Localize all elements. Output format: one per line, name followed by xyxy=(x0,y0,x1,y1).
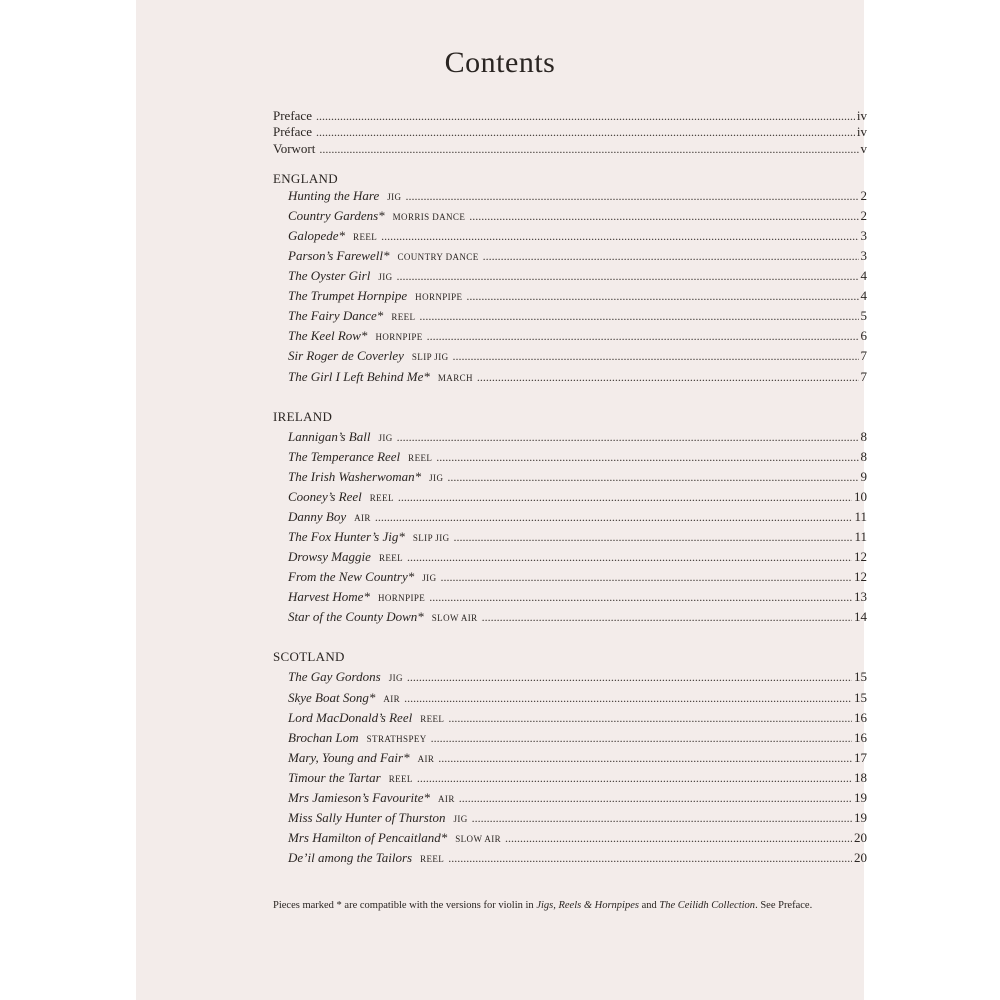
dot-leader xyxy=(469,208,858,224)
dot-leader xyxy=(405,188,858,204)
dot-leader xyxy=(448,710,852,726)
entry-title: Mary, Young and Fair* xyxy=(288,750,410,765)
dot-leader xyxy=(438,750,852,766)
toc-entry xyxy=(288,850,867,867)
entry-title: Danny Boy xyxy=(288,509,347,524)
entry-page: 6 xyxy=(860,328,867,343)
entry-page: 10 xyxy=(854,489,867,504)
entry-title: The Gay Gordons xyxy=(288,669,381,684)
dot-leader xyxy=(316,124,855,140)
page-title: Contents xyxy=(444,46,556,79)
entry-page: 20 xyxy=(854,850,867,865)
dot-leader xyxy=(431,730,852,746)
entry-genre: STRATHSPEY xyxy=(366,734,427,744)
toc-entry xyxy=(288,730,867,747)
dot-leader xyxy=(436,449,858,465)
entry-title: Country Gardens* xyxy=(288,208,385,223)
toc-front-entry xyxy=(273,141,867,157)
dot-leader xyxy=(381,228,858,244)
entry-genre: JIG xyxy=(429,473,444,483)
toc-entry xyxy=(288,589,867,606)
toc-entry xyxy=(288,810,867,827)
entry-title: The Trumpet Hornpipe xyxy=(288,288,408,303)
entry-genre: REEL xyxy=(420,714,445,724)
toc-entry xyxy=(288,288,867,305)
entry-title: The Fairy Dance* xyxy=(288,308,384,323)
entry-genre: JIG xyxy=(378,433,393,443)
entry-page: 16 xyxy=(854,710,867,725)
toc-entry xyxy=(288,529,867,546)
entry-title: Cooney’s Reel xyxy=(288,489,362,504)
entry-genre: SLOW AIR xyxy=(455,834,502,844)
entry-page: 8 xyxy=(860,449,867,464)
entry-genre: REEL xyxy=(408,453,433,463)
toc-front-entry xyxy=(273,108,867,124)
toc-entry xyxy=(288,770,867,787)
entry-title: De’il among the Tailors xyxy=(288,850,413,865)
entry-page: iv xyxy=(856,108,867,123)
dot-leader xyxy=(419,308,858,324)
dot-leader xyxy=(316,108,855,124)
entry-title: Lannigan’s Ball xyxy=(288,429,371,444)
entry-page: 2 xyxy=(860,208,867,223)
toc-entry xyxy=(288,609,867,626)
dot-leader xyxy=(482,609,852,625)
entry-title: Preface xyxy=(273,108,312,123)
entry-title: Galopede* xyxy=(288,228,346,243)
entry-genre: HORNPIPE xyxy=(377,593,426,603)
entry-genre: JIG xyxy=(388,673,403,683)
footnote-text: and xyxy=(638,900,660,911)
entry-page: 3 xyxy=(860,228,867,243)
toc-front-entry xyxy=(273,124,867,140)
entry-page: 19 xyxy=(854,810,867,825)
entry-page: 8 xyxy=(860,429,867,444)
entry-title: The Keel Row* xyxy=(288,328,368,343)
entry-page: 13 xyxy=(854,589,867,604)
dot-leader xyxy=(375,509,853,525)
entry-title: Star of the County Down* xyxy=(288,609,424,624)
entry-title: Timour the Tartar xyxy=(288,770,381,785)
section-heading-ireland: IRELAND xyxy=(273,409,333,424)
footnote-book-title: The Ceilidh Collection xyxy=(659,900,756,911)
dot-leader xyxy=(440,569,852,585)
toc-entry xyxy=(288,569,867,586)
toc-entry xyxy=(288,509,867,526)
toc-entry xyxy=(288,489,867,506)
dot-leader xyxy=(448,850,852,866)
entry-genre: JIG xyxy=(422,573,437,583)
dot-leader xyxy=(319,141,858,157)
entry-genre: JIG xyxy=(387,192,402,202)
entry-page: iv xyxy=(856,124,867,139)
toc-entry xyxy=(288,669,867,686)
entry-page: 4 xyxy=(860,268,867,283)
footnote-text: . See Preface. xyxy=(755,900,813,911)
dot-leader xyxy=(477,369,859,385)
toc-entry xyxy=(288,710,867,727)
dot-leader xyxy=(453,348,859,364)
entry-title: Préface xyxy=(273,124,312,139)
dot-leader xyxy=(397,429,859,445)
entry-genre: HORNPIPE xyxy=(415,292,463,302)
dot-leader xyxy=(454,529,853,545)
entry-genre: REEL xyxy=(388,774,413,784)
entry-page: 18 xyxy=(854,770,867,785)
dot-leader xyxy=(466,288,858,304)
entry-genre: REEL xyxy=(369,493,394,503)
entry-page: 7 xyxy=(860,369,867,384)
entry-page: 16 xyxy=(854,730,867,745)
entry-page: 11 xyxy=(854,509,867,524)
entry-page: 3 xyxy=(860,248,867,263)
dot-leader xyxy=(407,669,852,685)
entry-page: 7 xyxy=(860,348,867,363)
entry-title: The Temperance Reel xyxy=(288,449,401,464)
toc-entry xyxy=(288,348,867,365)
entry-page: 20 xyxy=(854,830,867,845)
dot-leader xyxy=(398,489,852,505)
dot-leader xyxy=(429,589,852,605)
entry-title: The Oyster Girl xyxy=(288,268,371,283)
entry-genre: REEL xyxy=(378,553,404,563)
entry-title: The Girl I Left Behind Me* xyxy=(288,369,430,384)
entry-title: Harvest Home* xyxy=(288,589,370,604)
entry-genre: REEL xyxy=(353,232,378,242)
toc-entry xyxy=(288,188,867,205)
entry-genre: JIG xyxy=(378,272,393,282)
entry-genre: SLIP JIG xyxy=(411,352,449,362)
entry-page: 5 xyxy=(860,308,867,323)
toc-entry xyxy=(288,248,867,265)
entry-page: v xyxy=(860,141,867,156)
entry-genre: AIR xyxy=(417,754,435,764)
entry-genre: SLIP JIG xyxy=(412,533,450,543)
entry-title: Skye Boat Song* xyxy=(288,690,376,705)
dot-leader xyxy=(472,810,852,826)
toc-entry xyxy=(288,690,867,707)
entry-title: Miss Sally Hunter of Thurston xyxy=(288,810,446,825)
entry-page: 15 xyxy=(854,690,867,705)
dot-leader xyxy=(397,268,859,284)
toc-entry xyxy=(288,208,867,225)
entry-title: Mrs Jamieson’s Favourite* xyxy=(288,790,431,805)
dot-leader xyxy=(483,248,859,264)
entry-title: Mrs Hamilton of Pencaitland* xyxy=(288,830,448,845)
entry-page: 11 xyxy=(854,529,867,544)
toc-entry xyxy=(288,549,867,566)
entry-title: From the New Country* xyxy=(288,569,415,584)
toc-entry xyxy=(288,369,867,386)
entry-genre: COUNTRY DANCE xyxy=(397,252,479,262)
dot-leader xyxy=(459,790,852,806)
entry-page: 2 xyxy=(860,188,867,203)
entry-page: 9 xyxy=(860,469,867,484)
dot-leader xyxy=(505,830,852,846)
entry-genre: REEL xyxy=(420,854,445,864)
document-page xyxy=(136,0,867,1000)
entry-title: Vorwort xyxy=(273,141,316,156)
entry-page: 19 xyxy=(854,790,867,805)
entry-genre: REEL xyxy=(391,312,416,322)
section-heading-england: ENGLAND xyxy=(273,171,338,186)
footnote xyxy=(273,898,873,913)
entry-genre: AIR xyxy=(354,513,371,523)
dot-leader xyxy=(407,549,852,565)
toc-entry xyxy=(288,429,867,446)
entry-title: The Fox Hunter’s Jig* xyxy=(288,529,405,544)
entry-page: 12 xyxy=(854,569,867,584)
entry-title: Brochan Lom xyxy=(288,730,359,745)
dot-leader xyxy=(417,770,852,786)
footnote-book-title: Jigs, Reels & Hornpipes xyxy=(536,900,639,911)
entry-genre: HORNPIPE xyxy=(375,332,423,342)
toc-entry xyxy=(288,750,867,767)
dot-leader xyxy=(404,690,852,706)
entry-genre: JIG xyxy=(453,814,468,824)
entry-title: Lord MacDonald’s Reel xyxy=(288,710,413,725)
entry-page: 4 xyxy=(860,288,867,303)
entry-page: 12 xyxy=(854,549,867,564)
toc-entry xyxy=(288,469,867,486)
dot-leader xyxy=(427,328,859,344)
entry-title: Hunting the Hare xyxy=(288,188,380,203)
entry-genre: SLOW AIR xyxy=(431,613,478,623)
footnote-text: Pieces marked * are compatible with the versions for violin in xyxy=(273,900,537,911)
toc-entry xyxy=(288,228,867,245)
entry-title: Drowsy Maggie xyxy=(288,549,371,564)
entry-page: 17 xyxy=(854,750,867,765)
dot-leader xyxy=(447,469,858,485)
toc-entry xyxy=(288,308,867,325)
toc-entry xyxy=(288,268,867,285)
entry-genre: MORRIS DANCE xyxy=(392,212,466,222)
entry-title: The Irish Washerwoman* xyxy=(288,469,422,484)
section-heading-scotland: SCOTLAND xyxy=(273,649,345,664)
entry-genre: MARCH xyxy=(437,373,473,383)
toc-entry xyxy=(288,328,867,345)
entry-page: 15 xyxy=(854,669,867,684)
toc-entry xyxy=(288,830,867,847)
toc-entry xyxy=(288,449,867,466)
entry-genre: AIR xyxy=(383,694,401,704)
entry-title: Sir Roger de Coverley xyxy=(288,348,404,363)
toc-entry xyxy=(288,790,867,807)
entry-title: Parson’s Farewell* xyxy=(288,248,390,263)
entry-genre: AIR xyxy=(438,794,455,804)
entry-page: 14 xyxy=(854,609,867,624)
